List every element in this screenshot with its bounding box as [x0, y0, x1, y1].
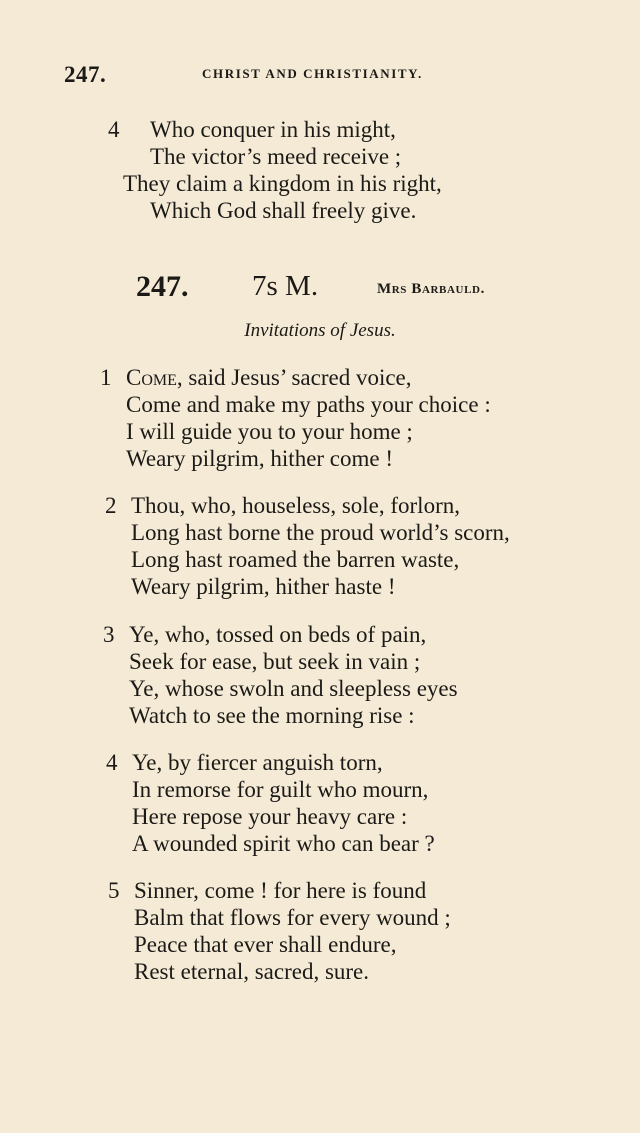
verse-text: Which God shall freely give.: [150, 198, 417, 223]
hymn-meter: 7s M.: [252, 270, 319, 302]
stanza: [100, 364, 491, 472]
stanza-number: 3: [103, 622, 115, 647]
verse-line: [108, 877, 451, 904]
verse-text: I will guide you to your home ;: [126, 419, 413, 444]
page-number: 247.: [64, 62, 107, 87]
hymn-title: Invitations of Jesus.: [244, 320, 396, 341]
verse-line: [134, 958, 451, 985]
verse-text: Seek for ease, but seek in vain ;: [129, 649, 421, 674]
verse-line: [126, 391, 491, 418]
running-head: [64, 62, 504, 88]
hymn-author: Mrs Barbauld.: [377, 281, 485, 297]
verse-line: [108, 116, 469, 143]
verse-line: [132, 830, 435, 857]
verse-text: A wounded spirit who can bear ?: [132, 831, 435, 856]
verse-text: Come and make my paths your choice :: [126, 392, 491, 417]
verse-text: The victor’s meed receive ;: [150, 144, 402, 169]
stanza: [108, 877, 451, 985]
verse-line: [106, 749, 435, 776]
prev-hymn-stanza: [108, 116, 469, 224]
verse-line: [129, 648, 458, 675]
stanza-number: 4: [108, 117, 120, 142]
verse-text: Watch to see the morning rise :: [129, 703, 415, 728]
running-title: CHRIST AND CHRISTIANITY.: [202, 66, 423, 81]
verse-line: [150, 197, 469, 224]
verse-text: Weary pilgrim, hither haste !: [131, 574, 396, 599]
verse-line: [126, 445, 491, 472]
stanza: [105, 492, 510, 600]
verse-text: Sinner, come ! for here is found: [134, 878, 427, 903]
verse-text: Weary pilgrim, hither come !: [126, 446, 394, 471]
verse-text: said Jesus’ sacred voice,: [182, 365, 412, 390]
verse-line: [129, 702, 458, 729]
verse-text: In remorse for guilt who mourn,: [132, 777, 429, 802]
verse-line: [103, 621, 458, 648]
verse-text: Balm that flows for every wound ;: [134, 905, 451, 930]
verse-text: Long hast roamed the barren waste,: [131, 547, 460, 572]
verse-text: Ye, who, tossed on beds of pain,: [129, 622, 427, 647]
hymn-number: 247.: [136, 270, 189, 303]
hymn-heading: [136, 270, 556, 304]
verse-line: [126, 418, 491, 445]
stanza-number: 4: [106, 750, 118, 775]
verse-text: Rest eternal, sacred, sure.: [134, 959, 370, 984]
verse-line: [132, 803, 435, 830]
stanza-number: 1: [100, 365, 112, 390]
stanza-number: 2: [105, 493, 117, 518]
verse-text: Thou, who, houseless, sole, forlorn,: [131, 493, 460, 518]
verse-line: [129, 675, 458, 702]
verse-line: [134, 904, 451, 931]
stanza-number: 5: [108, 878, 120, 903]
verse-text: Ye, by fiercer anguish torn,: [132, 750, 383, 775]
verse-text: Here repose your heavy care :: [132, 804, 408, 829]
verse-text: They claim a kingdom in his right,: [123, 171, 442, 196]
verse-line: [150, 143, 469, 170]
verse-line: [100, 364, 491, 391]
verse-line: [134, 931, 451, 958]
verse-line: [123, 170, 442, 197]
verse-first-word: Come,: [126, 365, 183, 390]
verse-line: [132, 776, 435, 803]
stanza: [103, 621, 458, 729]
stanza: [106, 749, 435, 857]
verse-text: Ye, whose swoln and sleepless eyes: [129, 676, 458, 701]
verse-text: Peace that ever shall endure,: [134, 932, 397, 957]
verse-line: [131, 573, 510, 600]
verse-line: [131, 546, 510, 573]
verse-line: [131, 519, 510, 546]
verse-text: Long hast borne the proud world’s scorn,: [131, 520, 510, 545]
verse-text: Who conquer in his might,: [150, 117, 396, 142]
verse-line: [105, 492, 510, 519]
